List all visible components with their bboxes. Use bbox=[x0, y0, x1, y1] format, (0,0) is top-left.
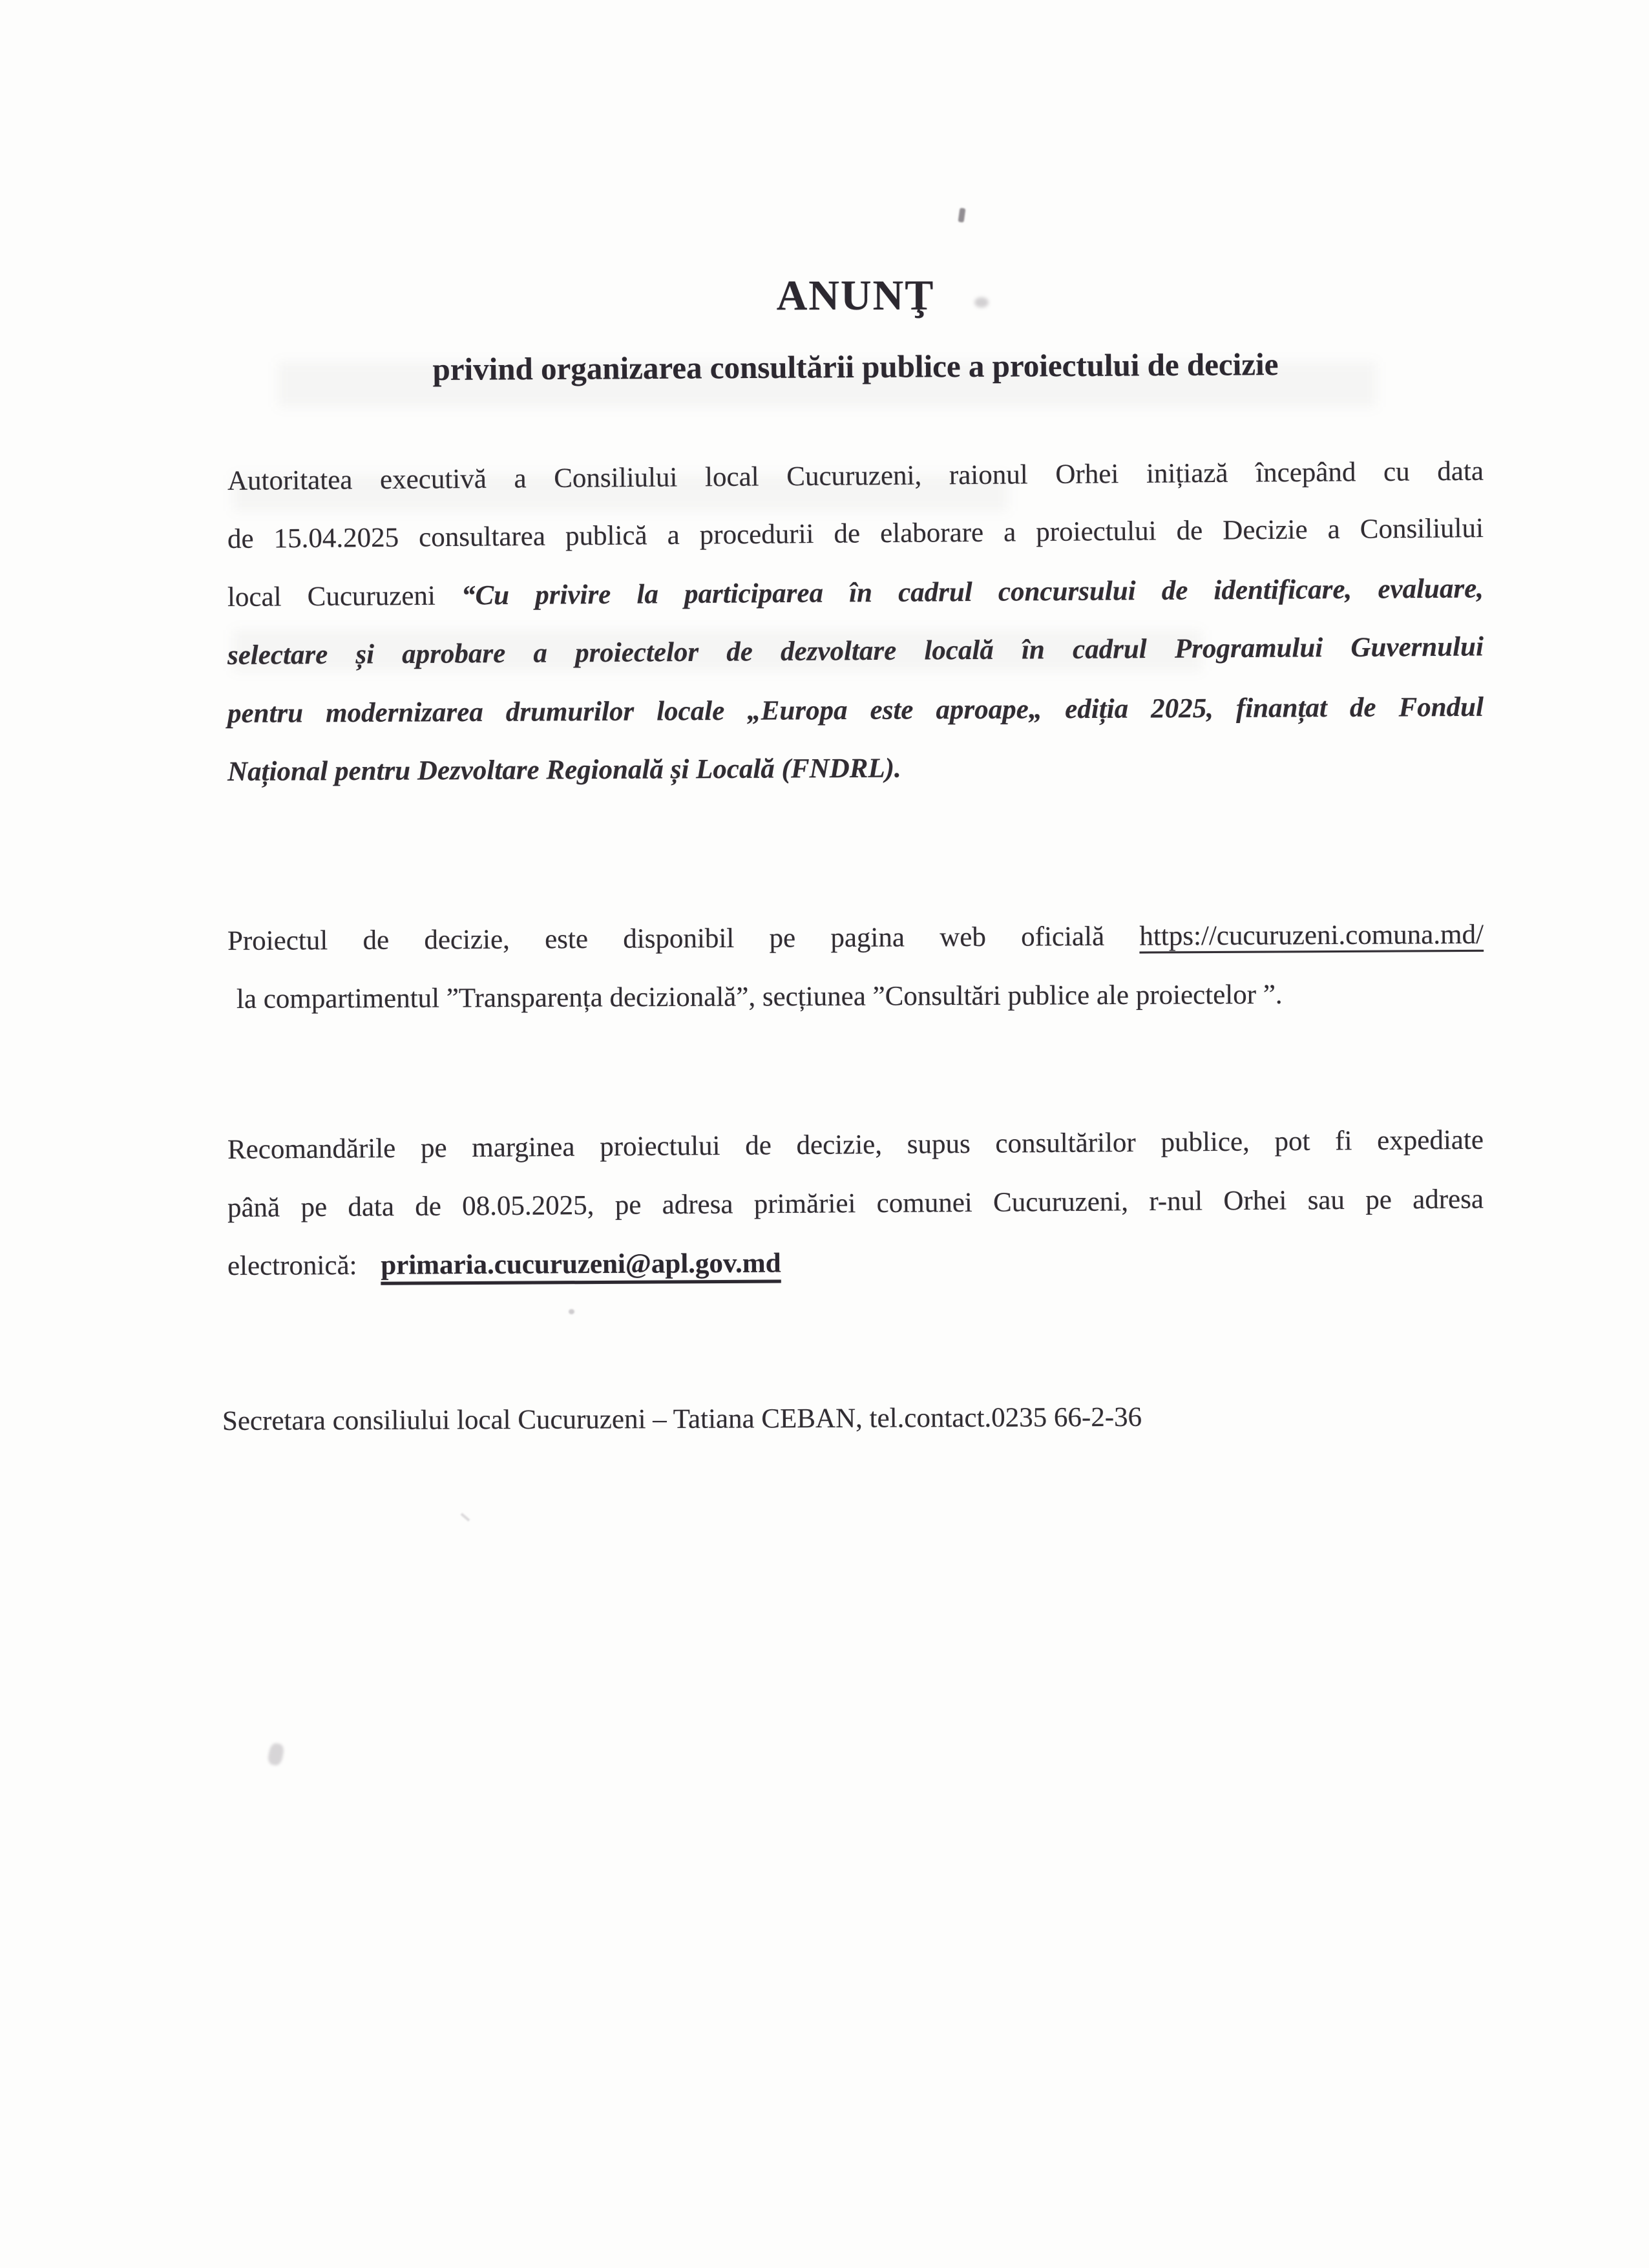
paragraph-line bbox=[227, 906, 1484, 971]
secretary-contact-line: Secretara consiliului local Cucuruzeni – Tatiana CEBAN, tel.contact.0235 66-2-36 bbox=[222, 1402, 1142, 1436]
paragraph-text: electronică: bbox=[227, 1250, 364, 1281]
paragraph-line: până pe data de 08.05.2025, pe adresa primăriei comunei Cucuruzeni, r-nul Orhei sau pe adresa bbox=[227, 1184, 1484, 1223]
paragraph-text: Proiectul de decizie, este disponibil pe pagina web oficială bbox=[227, 921, 1140, 956]
decision-title-quote: “Cu privire la participarea în cadrul concursului de identificare, evaluare, bbox=[461, 573, 1484, 611]
paragraph-line: de 15.04.2025 consultarea publică a procedurii de elaborare a proiectului de Decizie a Consiliului bbox=[227, 513, 1484, 554]
scan-artifact-line bbox=[461, 1513, 470, 1521]
paragraph-line: Autoritatea executivă a Consiliului local Cucuruzeni, raionul Orhei inițiază începând cu data bbox=[227, 456, 1484, 496]
scan-artifact-blot bbox=[267, 1742, 286, 1767]
recommendations-paragraph bbox=[227, 1121, 1484, 1296]
decision-title-quote-line: selectare și aprobare a proiectelor de dezvoltare locală în cadrul Programului Guvernului bbox=[227, 631, 1484, 671]
announcement-subtitle: privind organizarea consultării publice a proiectului de decizie bbox=[432, 346, 1279, 388]
decision-title-quote-line: pentru modernizarea drumurilor locale „Europa este aproape„ ediția 2025, finanțat de Fondul bbox=[227, 691, 1484, 729]
availability-paragraph bbox=[227, 912, 1484, 1029]
paragraph-line: la compartimentul ”Transparența decizională”, secțiunea ”Consultări publice ale proiectelor ”. bbox=[236, 979, 1283, 1014]
intro-paragraph bbox=[227, 452, 1484, 801]
email-link[interactable]: primaria.cucuruzeni@apl.gov.md bbox=[381, 1248, 781, 1281]
paragraph-line bbox=[227, 560, 1484, 627]
scan-artifact-speck bbox=[958, 207, 966, 222]
paragraph-line: Recomandările pe marginea proiectului de decizie, supus consultărilor publice, pot fi expediate bbox=[227, 1124, 1484, 1165]
decision-title-quote-line: Național pentru Dezvoltare Regională și Locală (FNDRL). bbox=[227, 753, 901, 787]
paragraph-text: local Cucuruzeni bbox=[227, 580, 462, 613]
announcement-title: ANUNŢ bbox=[776, 271, 935, 320]
scan-artifact-dot bbox=[569, 1309, 574, 1314]
website-link[interactable]: https://cucuruzeni.comuna.md/ bbox=[1139, 919, 1484, 952]
secretary-contact-section bbox=[222, 1392, 1484, 1451]
paragraph-line bbox=[227, 1231, 1484, 1296]
